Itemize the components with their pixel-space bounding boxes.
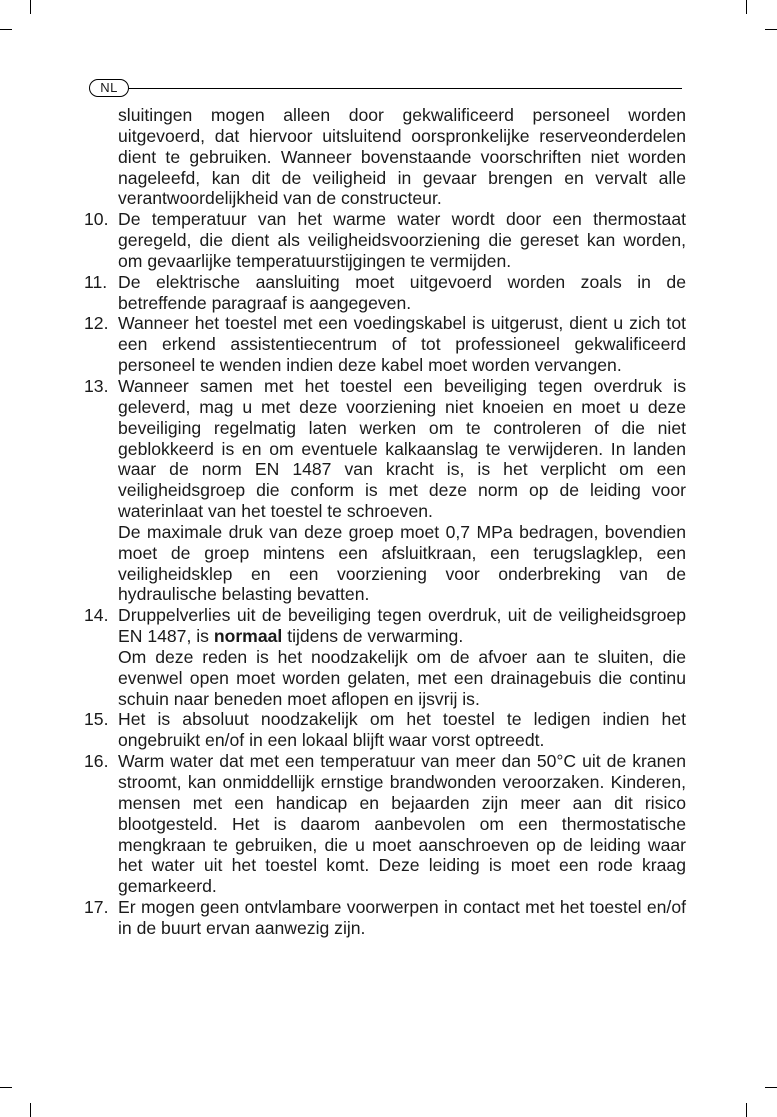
item-text: Het is absoluut noodzakelijk om het toestel te ledigen indien het ongebruikt en/of in een lokaal blijft waar vorst optreedt. [118,709,686,751]
item-text: Warm water dat met een temperatuur van meer dan 50°C uit de kranen stroomt, kan onmiddellijk ernstige brandwonden veroorzaken. Kinderen, mensen met een handicap en bejaarden zijn meer aan dit risico blootgesteld. Het is daarom aanbevolen om een thermostatische mengkraan te gebruiken, die u moet aanschroeven op de leiding waar het water uit het toestel komt. Deze leiding is moet een rode kraag gemarkeerd. [118,751,686,897]
item-text [118,605,686,647]
item-number: 16. [84,751,109,772]
item-text: Er mogen geen ontvlambare voorwerpen in contact met het toestel en/of in de buurt ervan aanwezig zijn. [118,897,686,938]
crop-mark [765,1087,777,1088]
intro-paragraph: sluitingen mogen alleen door gekwalificeerd personeel worden uitgevoerd, dat hiervoor uitsluitend oorspronkelijke reserveonderdelen dient te gebruiken. Wanneer bovenstaande voorschriften niet worden nageleefd, kan dit de veiligheid in gevaar brengen en vervalt alle verantwoordelijkheid van de constructeur. [118,105,686,209]
list-item-11 [84,272,686,314]
crop-mark [746,0,747,14]
list-item-17 [84,897,686,939]
item-text-continued: Om deze reden is het noodzakelijk om de afvoer aan te sluiten, die evenwel open moet worden gelaten, met een drainagebuis die continu schuin naar beneden moet aflopen en ijsvrij is. [118,646,686,709]
crop-mark [0,1087,12,1088]
list-item-10 [84,209,686,272]
item-text: De temperatuur van het warme water wordt door een thermostaat geregeld, die dient als veiligheidsvoorziening die gereset kan worden, om gevaarlijke temperatuurstijgingen te vermijden. [118,209,686,271]
item-number: 14. [84,605,109,626]
emphasis-normaal: normaal [213,626,283,647]
list-item-15 [84,709,686,751]
crop-mark [746,1103,747,1117]
item-number: 13. [84,375,109,396]
header-rule [129,88,682,89]
item-text-after: tijdens de verwarming. [287,626,464,647]
item-number: 15. [84,709,109,730]
list-item-14 [84,605,686,709]
item-text: Wanneer samen met het toestel een beveiliging tegen overdruk is geleverd, mag u met deze voorziening niet knoeien en moet u deze beveiliging regelmatig laten werken om te controleren of die niet geblokkeerd is en om eventuele kalkaanslag te verwijderen. In landen waar de norm EN 1487 van kracht is, is het verplicht om een veiligheidsgroep die conform is met deze norm op de leiding voor waterinlaat van het toestel te schroeven. [118,375,686,522]
item-number: 12. [84,313,109,334]
crop-mark [0,29,12,30]
crop-mark [30,0,31,14]
item-text-before: Druppelverlies uit de beveiliging tegen overdruk, uit de veiligheidsgroep EN 1487, is [118,605,686,647]
language-badge: NL [89,79,129,97]
item-text-continued: De maximale druk van deze groep moet 0,7 MPa bedragen, bovendien moet de groep mintens een afsluitkraan, een terugslagklep, een veiligheidsklep en een voorziening voor onderbreking van de hydraulische belasting bevatten. [118,521,686,605]
item-text: Wanneer het toestel met een voedingskabel is uitgerust, dient u zich tot een erkend assistentiecentrum of tot professioneel gekwalificeerd personeel te wenden indien deze kabel moet worden vervangen. [118,313,686,376]
crop-mark [765,29,777,30]
item-number: 17. [84,897,109,918]
item-text: De elektrische aansluiting moet uitgevoerd worden zoals in de betreffende paragraaf is aangegeven. [118,271,686,313]
list-item-16 [84,751,686,897]
document-body [84,105,686,939]
crop-mark [30,1103,31,1117]
list-item-13 [84,376,686,605]
list-item-12 [84,313,686,376]
item-number: 11. [84,271,108,292]
item-number: 10. [84,209,109,230]
page-header [89,78,682,100]
